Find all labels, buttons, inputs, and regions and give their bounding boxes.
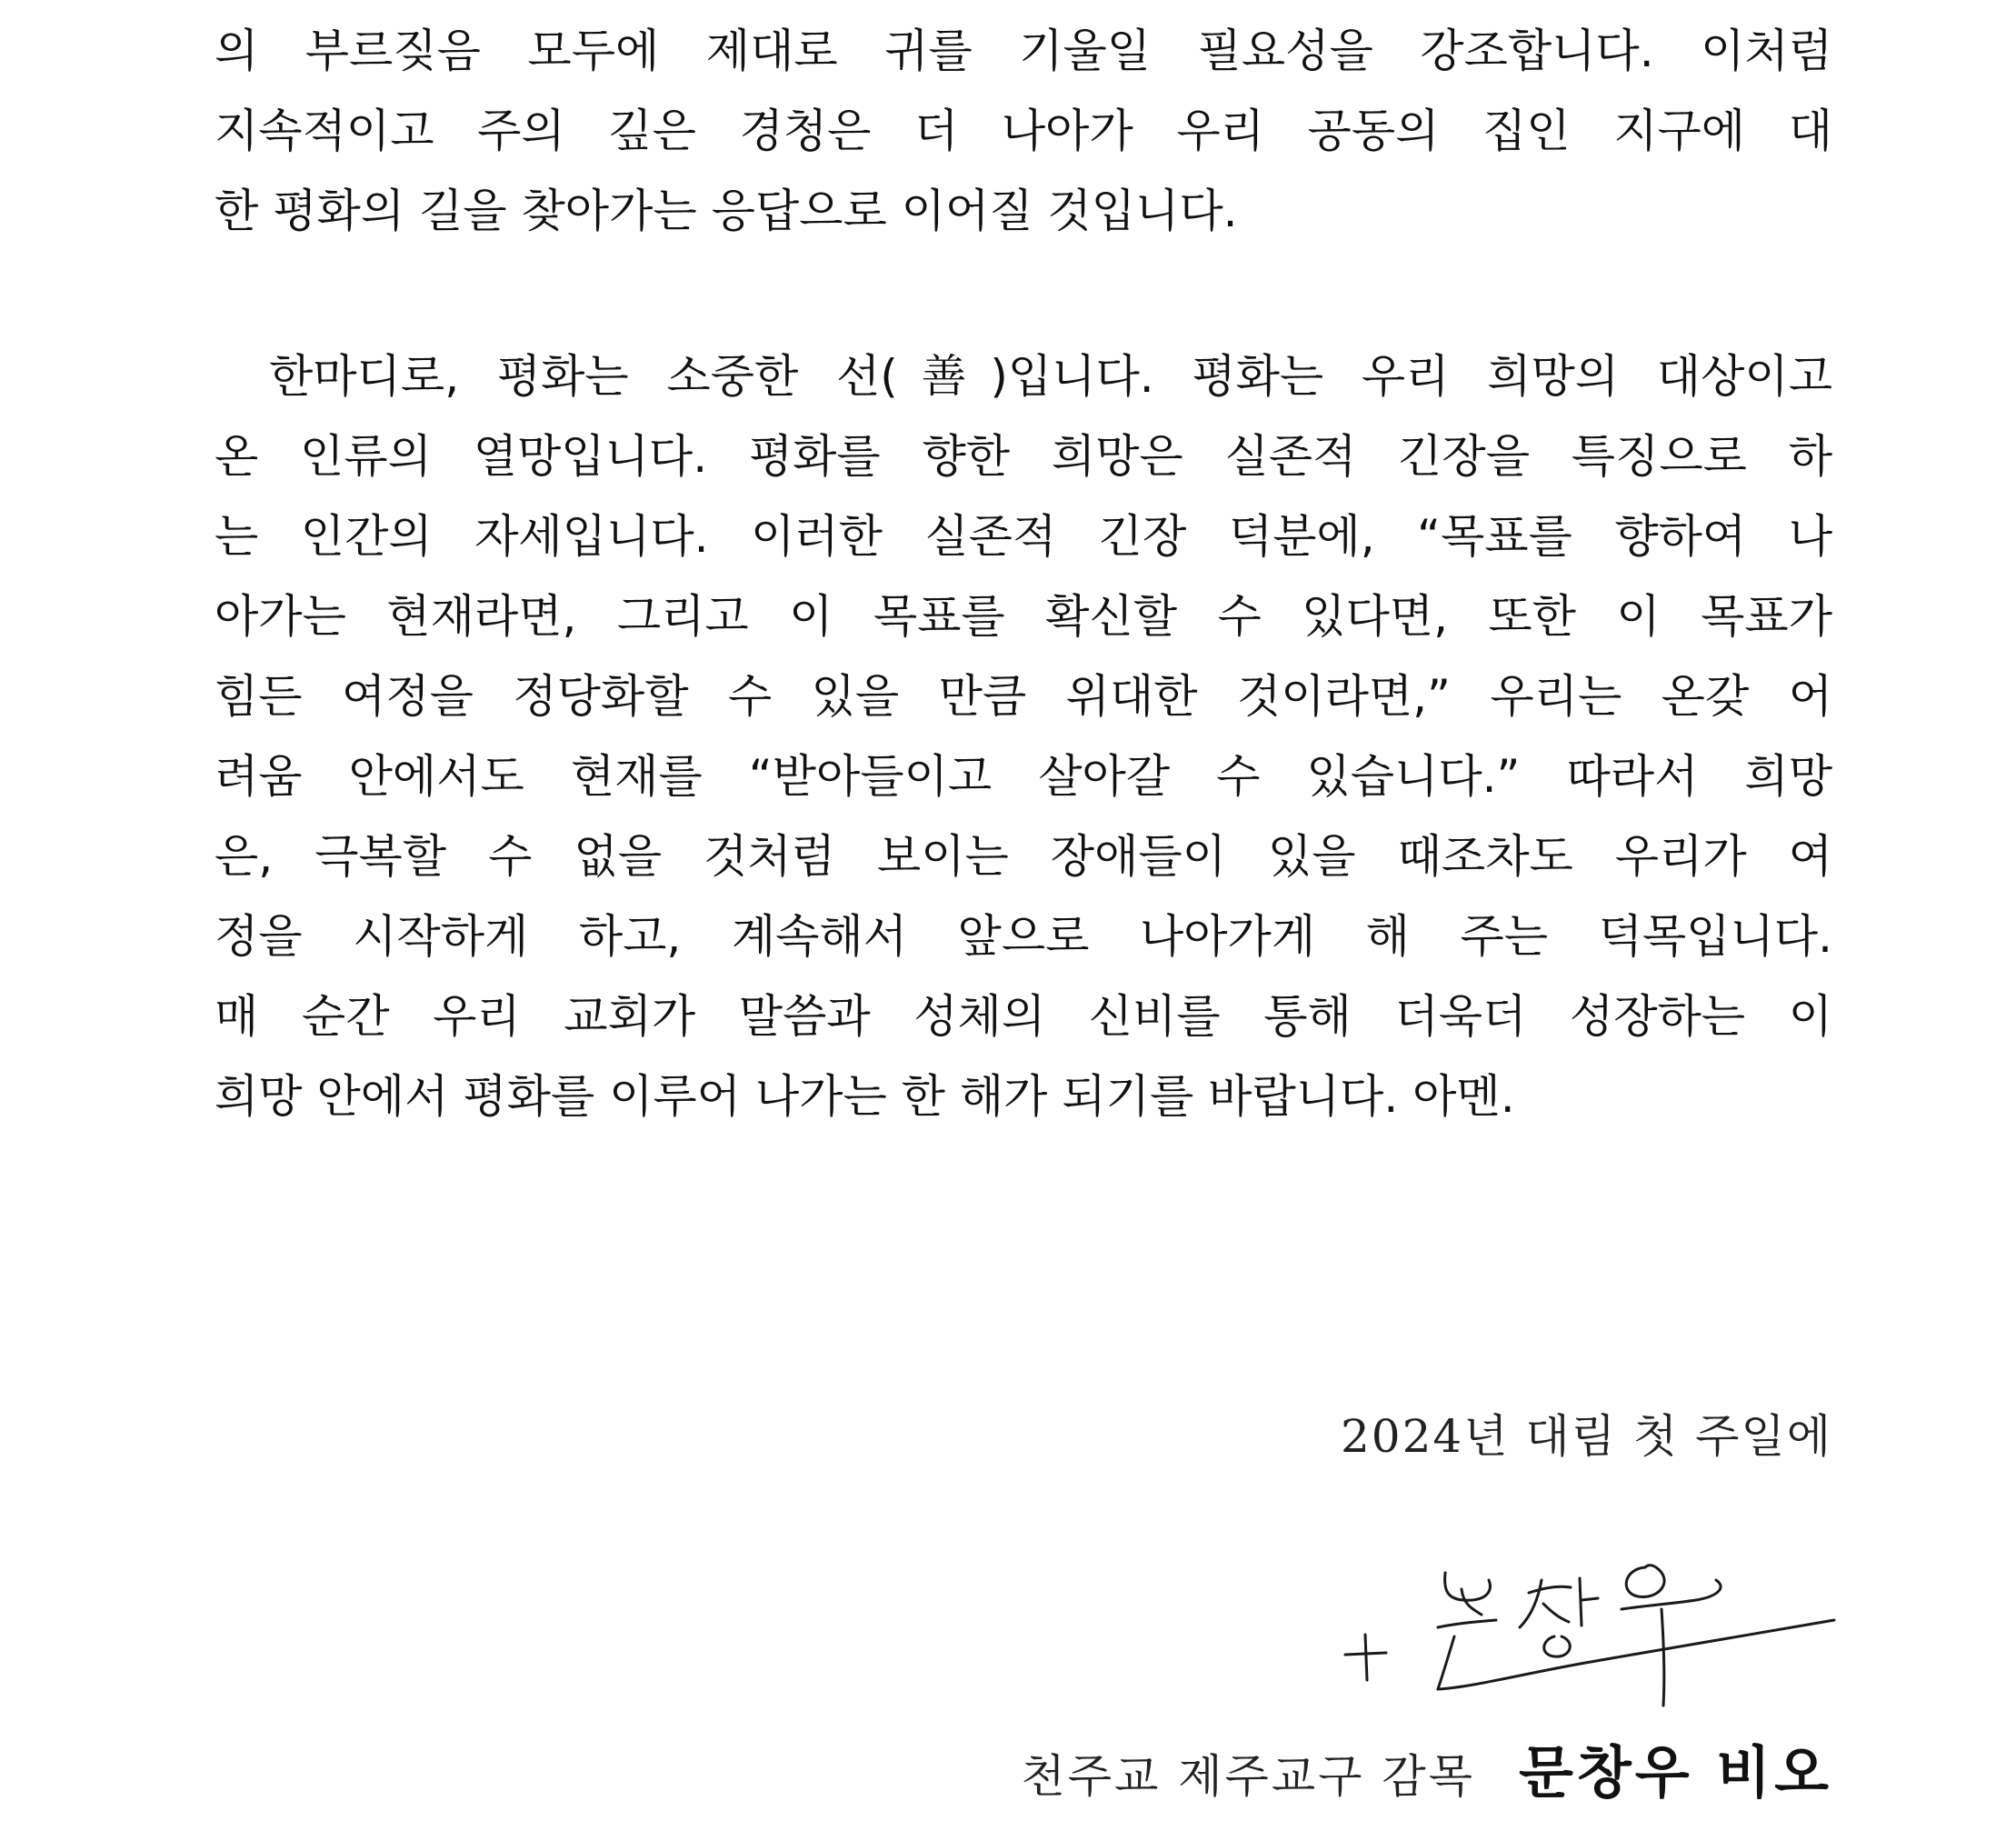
text-line: 정을 시작하게 하고, 계속해서 앞으로 나아가게 해 주는 덕목입니다.: [215, 910, 1832, 963]
text-line: 지속적이고 주의 깊은 경청은 더 나아가 우리 공동의 집인 지구에 대: [215, 105, 1832, 157]
text-line: 한마디로, 평화는 소중한 선(善)입니다. 평화는 우리 희망의 대상이고: [269, 350, 1832, 403]
text-line: 온 인류의 열망입니다. 평화를 향한 희망은 실존적 긴장을 특징으로 하: [215, 430, 1832, 483]
text-line: 희망 안에서 평화를 이루어 나가는 한 해가 되기를 바랍니다. 아멘.: [215, 1070, 1515, 1123]
text-line: 한 평화의 길을 찾아가는 응답으로 이어질 것입니다.: [215, 185, 1238, 237]
bishop-title: 천주교 제주교구 감목: [1021, 1750, 1475, 1803]
text-line: 는 인간의 자세입니다. 이러한 실존적 긴장 덕분에, “목표를 향하여 나: [215, 510, 1832, 563]
text-line: 은, 극복할 수 없을 것처럼 보이는 장애들이 있을 때조차도 우리가 여: [215, 830, 1832, 883]
text-line: 힘든 여정을 정당화할 수 있을 만큼 위대한 것이라면,” 우리는 온갖 어: [215, 670, 1832, 723]
text-line: 매 순간 우리 교회가 말씀과 성체의 신비를 통해 더욱더 성장하는 이: [215, 990, 1832, 1043]
bishop-name: 문창우 비오: [1518, 1739, 1832, 1806]
text-line: 의 부르짖음 모두에 제대로 귀를 기울일 필요성을 강조합니다. 이처럼: [215, 25, 1832, 77]
signature-block: [1021, 1727, 1832, 1808]
text-line: 아가는 현재라면, 그리고 이 목표를 확신할 수 있다면, 또한 이 목표가: [215, 590, 1832, 643]
handwritten-signature: [1336, 1536, 1845, 1718]
text-line: 려움 안에서도 현재를 “받아들이고 살아갈 수 있습니다.” 따라서 희망: [215, 750, 1832, 803]
letter-date: 2024년 대림 첫 주일에: [1340, 1410, 1832, 1463]
